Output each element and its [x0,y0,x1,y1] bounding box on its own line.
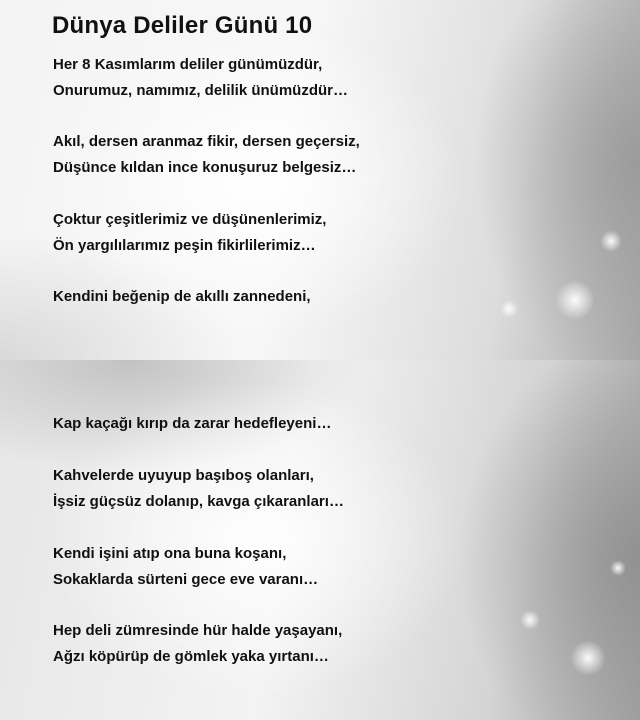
bokeh-light [570,640,606,676]
poem-line: Kap kaçağı kırıp da zarar hedefleyeni… [53,415,332,432]
poem-line: Kendi işini atıp ona buna koşanı, [53,545,287,562]
bokeh-light [520,610,540,630]
stanza-7 [53,541,318,593]
stanza-8 [53,618,342,670]
poem-line: Kahvelerde uyuyup başıboş olanları, [53,467,314,484]
poem-line: Kendini beğenip de akıllı zannedeni, [53,288,311,305]
stanza-4 [53,284,311,310]
poem-line: Her 8 Kasımlarım deliler günümüzdür, [53,56,323,73]
bokeh-light [500,300,518,318]
poem-line: Hep deli zümresinde hür halde yaşayanı, [53,622,343,639]
bokeh-light [610,560,626,576]
poem-line: Ağzı köpürüp de gömlek yaka yırtanı… [53,648,329,665]
poem-line: Düşünce kıldan ince konuşuruz belgesiz… [53,159,357,176]
poem-line: Onurumuz, namımız, delilik ünümüzdür… [53,82,349,99]
poem-page-bottom [0,360,640,720]
stanza-5 [53,411,331,437]
stanza-1 [53,52,348,104]
poem-line: Ön yargılılarımız peşin fikirlilerimiz… [53,237,316,254]
stanza-3 [53,207,326,259]
poem-line: Akıl, dersen aranmaz fikir, dersen geçersiz, [53,133,360,150]
stanza-6 [53,463,344,515]
poem-title: Dünya Deliler Günü 10 [52,12,313,39]
stanza-2 [53,129,360,181]
poem-line: Çoktur çeşitlerimiz ve düşünenlerimiz, [53,211,327,228]
bokeh-light [555,280,595,320]
poem-line: İşsiz güçsüz dolanıp, kavga çıkaranları… [53,493,344,510]
poem-line: Sokaklarda sürteni gece eve varanı… [53,571,319,588]
bokeh-light [600,230,622,252]
